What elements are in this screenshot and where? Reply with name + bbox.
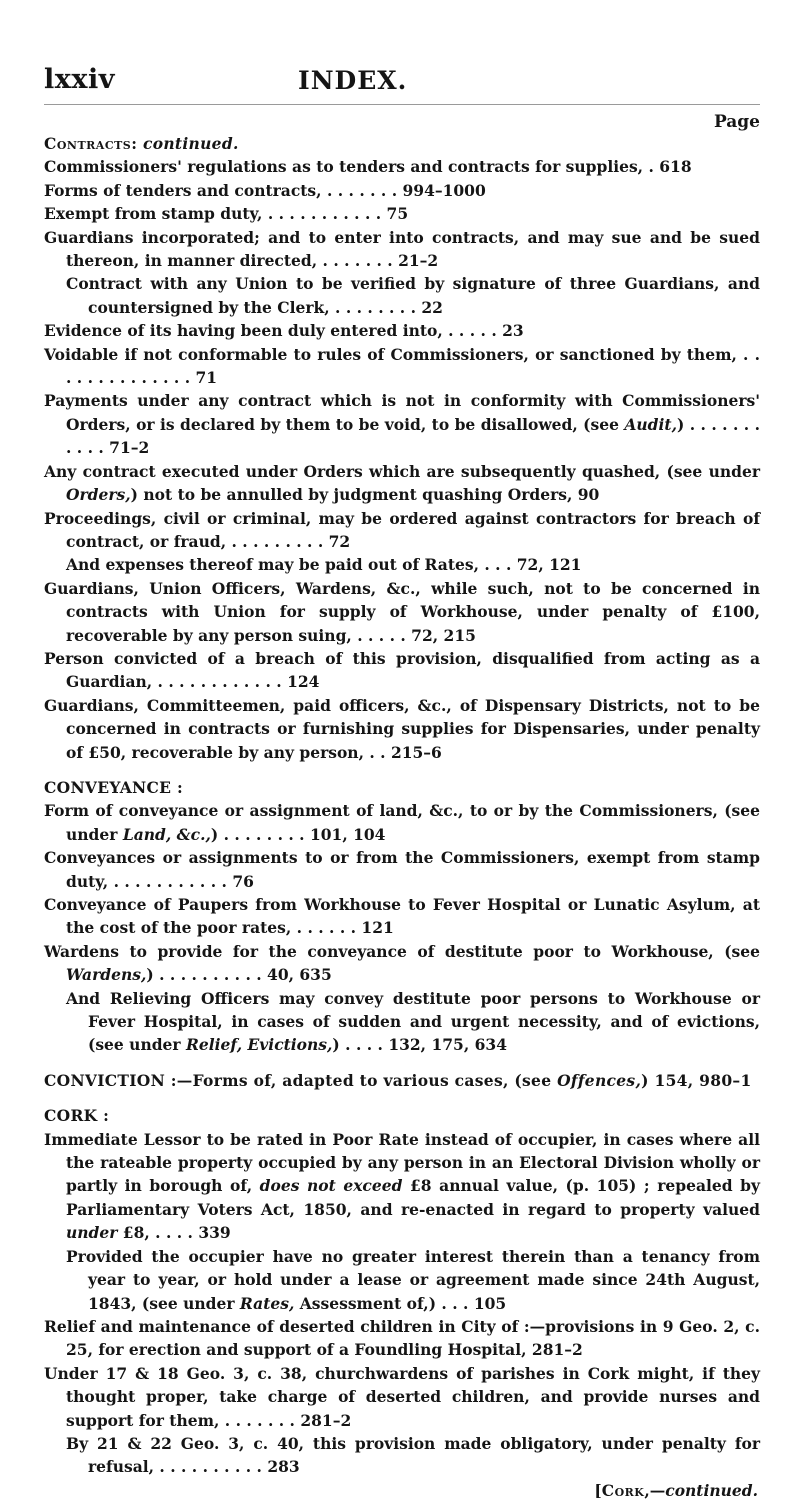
index-entry: Commissioners' regulations as to tenders and contracts for supplies, . 618 (44, 157, 692, 177)
page-ref: 72, 121 (516, 555, 582, 575)
page-ref: 618 (659, 157, 692, 177)
page-title: INDEX. (298, 66, 408, 95)
page-ref: 40, 635 (267, 965, 332, 985)
page-ref: 71–2 (109, 438, 150, 458)
index-entry: And expenses thereof may be paid out of Rates, . . . 72, 121 (66, 555, 582, 575)
page-ref: 281–2 (531, 1340, 583, 1360)
page-ref: 75 (386, 204, 409, 224)
index-body (44, 132, 760, 1502)
page-ref: 281–2 (300, 1410, 352, 1430)
index-entry: And Relieving Officers may convey destitute poor persons to Workhouse or Fever Hospital, in cases of sudden and urgent necessity, and of evictions, (see under Relief, Evictions,) . . . . 132, 175, 634 (66, 988, 760, 1055)
page-ref: 121 (361, 918, 394, 938)
catchword: [Cork,—continued. (594, 1480, 758, 1500)
index-entry: Guardians, Committeemen, paid officers, &c., of Dispensary Districts, not to be concerned in contracts or furnishing supplies for Dispensaries, under penalty of £50, recoverable by any person, . . 215–6 (44, 695, 760, 762)
page-ref: 339 (198, 1223, 231, 1243)
page-ref: 215–6 (390, 742, 442, 762)
page-ref: 72 (328, 531, 351, 551)
page-ref: 71 (195, 368, 218, 388)
index-entry: Under 17 & 18 Geo. 3, c. 38, churchwardens of parishes in Cork might, if they thought proper, take charge of deserted children, and provide nurses and support for them, . . . . . . . 281–2 (44, 1363, 760, 1430)
page-ref: 22 (421, 297, 443, 317)
page-ref: 283 (267, 1457, 300, 1477)
index-entry: Provided the occupier have no greater interest therein than a tenancy from year to year, or hold under a lease or agreement made since 24th August, 1843, (see under Rates, Assessment of,) . . . 105 (66, 1246, 760, 1313)
page-ref: 90 (577, 485, 600, 505)
running-head (44, 64, 760, 105)
page-ref: 105 (473, 1293, 507, 1313)
index-entry: Wardens to provide for the conveyance of destitute poor to Workhouse, (see Wardens,) . . . . . . . . . . 40, 635 (44, 941, 760, 985)
index-entry: Exempt from stamp duty, . . . . . . . . . . . 75 (44, 204, 409, 224)
index-entry: Relief and maintenance of deserted children in City of :—provisions in 9 Geo. 2, c. 25, for erection and support of a Foundling Hospital, 281–2 (44, 1316, 760, 1360)
index-entry: Forms of tenders and contracts, . . . . . . . 994–1000 (44, 180, 486, 200)
section-heading-conviction: CONVICTION :—Forms of, adapted to various cases, (see Offences,) 154, 980–1 (44, 1070, 752, 1090)
index-entry: Payments under any contract which is not in conformity with Commissioners' Orders, or is declared by them to be void, to be disallowed, (see Audit,) . . . . . . . . . . . 71–2 (44, 391, 761, 458)
section-heading-contracts: Contracts: continued. (44, 134, 239, 153)
index-entry: Conveyance of Paupers from Workhouse to Fever Hospital or Lunatic Asylum, at the cost of the poor rates, . . . . . . 121 (44, 895, 760, 938)
index-entry: By 21 & 22 Geo. 3, c. 40, this provision made obligatory, under penalty for refusal, . . . . . . . . . . 283 (66, 1433, 760, 1477)
page-ref: 23 (502, 321, 524, 341)
index-entry: Person convicted of a breach of this provision, disqualified from acting as a Guardian, . . . . . . . . . . . . 124 (44, 648, 760, 692)
index-entry: Conveyances or assignments to or from the Commissioners, exempt from stamp duty, . . . . . . . . . . . 76 (44, 848, 760, 891)
index-entry: Any contract executed under Orders which are subsequently quashed, (see under Orders,) not to be annulled by judgment quashing Orders, 90 (44, 461, 760, 505)
index-entry: Contract with any Union to be verified by signature of three Guardians, and countersigned by the Clerk, . . . . . . . . 22 (66, 274, 760, 317)
page-ref: 72, 215 (411, 625, 476, 645)
section-heading-cork: CORK : (44, 1106, 110, 1126)
index-entry: Form of conveyance or assignment of land, &c., to or by the Commissioners, (see under Land, &c.,) . . . . . . . . 101, 104 (44, 801, 760, 844)
index-entry: Proceedings, civil or criminal, may be ordered against contractors for breach of contract, or fraud, . . . . . . . . . 72 (44, 508, 760, 551)
page-ref: 154, 980–1 (654, 1070, 752, 1090)
section-heading-conveyance: CONVEYANCE : (44, 777, 183, 797)
index-entry: Evidence of its having been duly entered into, . . . . . 23 (44, 321, 524, 341)
index-entry: Immediate Lessor to be rated in Poor Rate instead of occupier, in cases where all the rateable property occupied by any person in an Electoral Division wholly or partly in borough of, does not exceed £8 annual value, (p. 105) ; repealed by Parliamentary Voters Act, 1850, and re-enacted in regard to property valued under £8, . . . . 339 (44, 1129, 760, 1243)
page-number: lxxiv (44, 64, 115, 95)
index-entry: Guardians, Union Officers, Wardens, &c., while such, not to be concerned in contracts with Union for supply of Workhouse, under penalty of £100, recoverable by any person suing, . . . . . 72, 215 (44, 578, 760, 645)
index-entry: Guardians incorporated; and to enter into contracts, and may sue and be sued thereon, in manner directed, . . . . . . . 21–2 (44, 227, 760, 271)
page-ref: 124 (287, 672, 320, 692)
page-column-label: Page (713, 112, 760, 132)
page-ref: 76 (232, 871, 254, 891)
page-ref: 994–1000 (402, 180, 486, 200)
index-entry: Voidable if not conformable to rules of Commissioners, or sanctioned by them, . . . . . . . . . . . . . . 71 (44, 344, 760, 388)
page-ref: 21–2 (398, 251, 439, 271)
page-ref: 132, 175, 634 (388, 1035, 507, 1055)
page-ref: 101, 104 (309, 824, 386, 844)
